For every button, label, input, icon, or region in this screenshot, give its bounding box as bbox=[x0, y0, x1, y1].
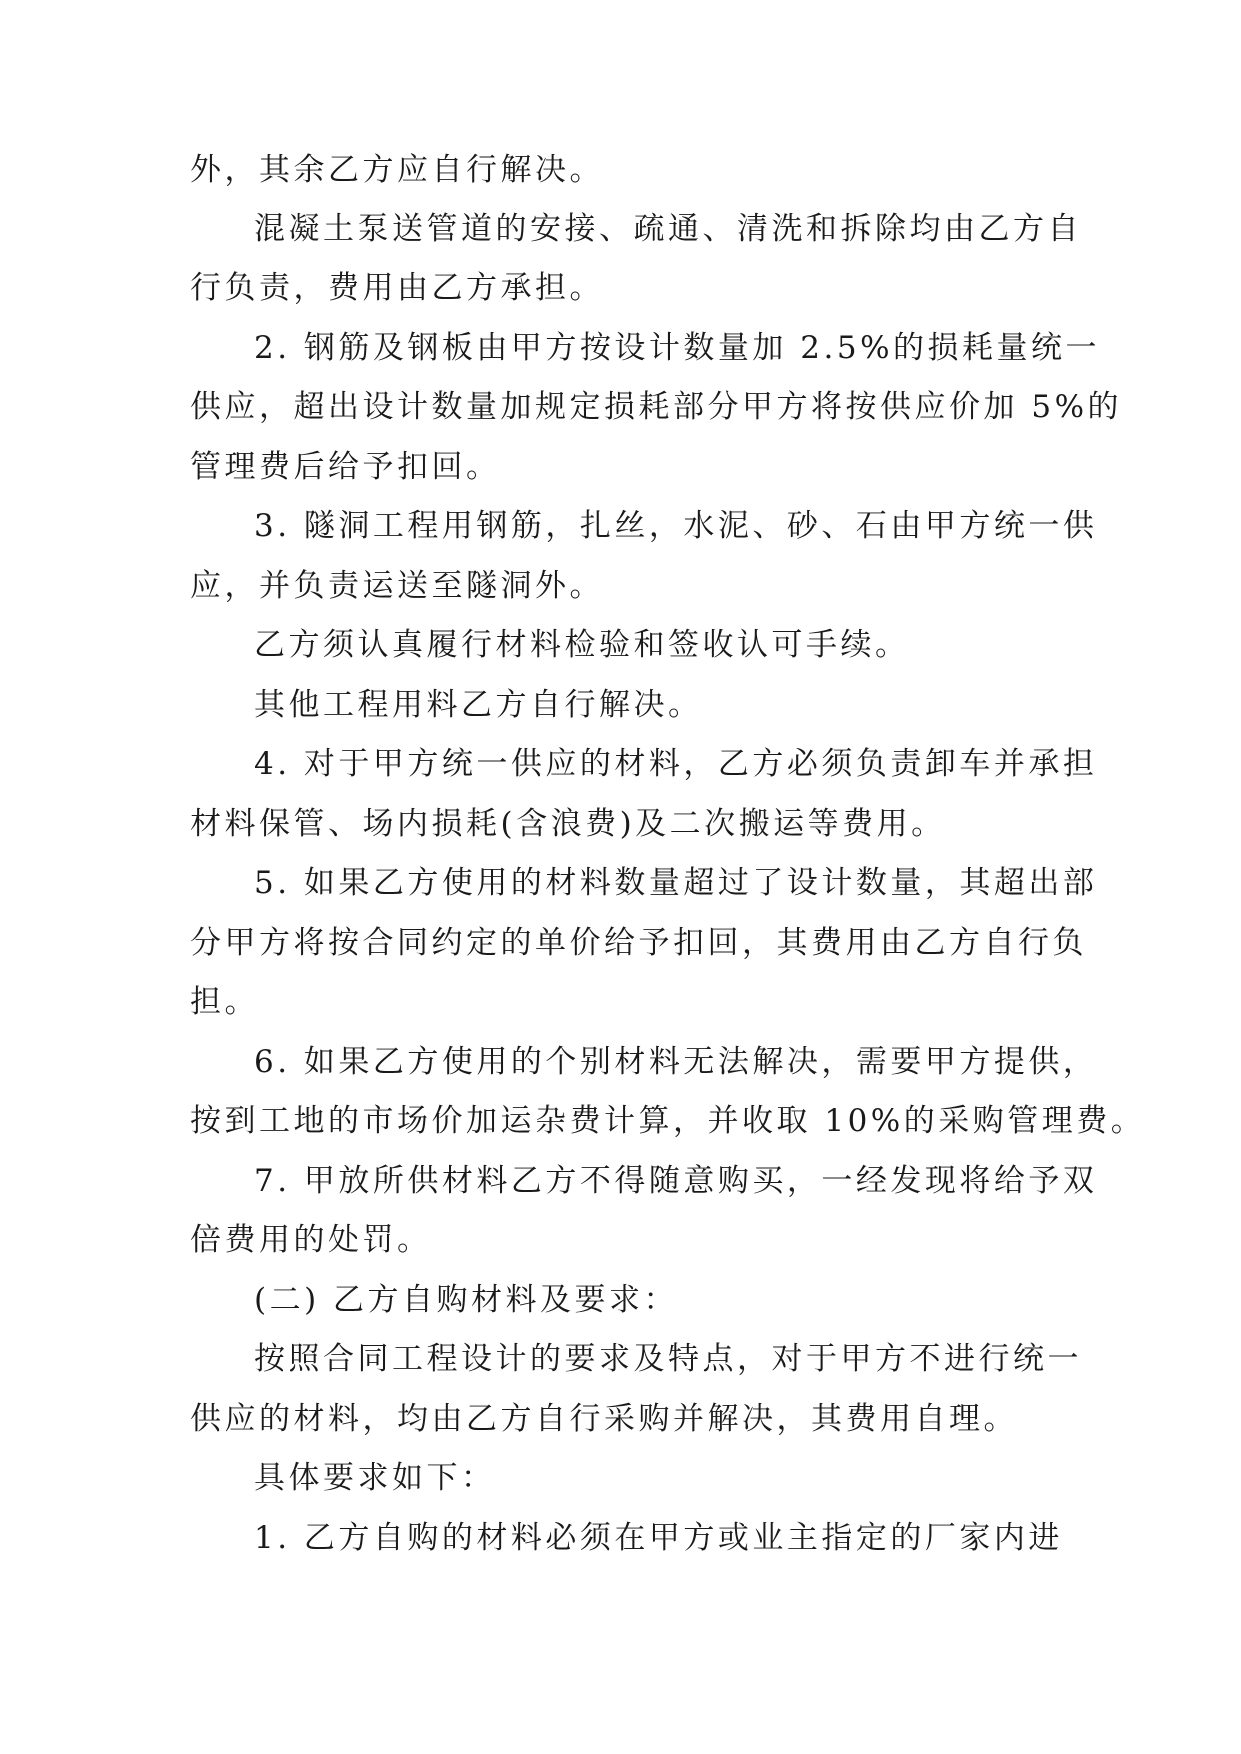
text-line: 材料保管、场内损耗(含浪费)及二次搬运等费用。 bbox=[190, 806, 946, 842]
text-line: 4. 对于甲方统一供应的材料，乙方必须负责卸车并承担 bbox=[254, 746, 1098, 782]
text-line: 管理费后给予扣回。 bbox=[190, 449, 501, 485]
text-line: 5. 如果乙方使用的材料数量超过了设计数量，其超出部 bbox=[254, 865, 1098, 901]
text-line: 6. 如果乙方使用的个别材料无法解决，需要甲方提供， bbox=[254, 1044, 1098, 1080]
text-line: 2. 钢筋及钢板由甲方按设计数量加 2.5%的损耗量统一 bbox=[254, 330, 1101, 366]
text-line: 应，并负责运送至隧洞外。 bbox=[190, 568, 604, 604]
text-line: 其他工程用料乙方自行解决。 bbox=[254, 687, 703, 723]
text-line: 外，其余乙方应自行解决。 bbox=[190, 152, 604, 188]
text-line: 乙方须认真履行材料检验和签收认可手续。 bbox=[254, 627, 910, 663]
text-line: 按照合同工程设计的要求及特点，对于甲方不进行统一 bbox=[254, 1341, 1082, 1377]
text-line: 具体要求如下： bbox=[254, 1460, 496, 1496]
text-line: 倍费用的处罚。 bbox=[190, 1222, 432, 1258]
text-line: 供应，超出设计数量加规定损耗部分甲方将按供应价加 5%的 bbox=[190, 389, 1123, 425]
text-line: 担。 bbox=[190, 984, 259, 1020]
text-line: 供应的材料，均由乙方自行采购并解决，其费用自理。 bbox=[190, 1401, 1018, 1437]
text-line: 3. 隧洞工程用钢筋，扎丝，水泥、砂、石由甲方统一供 bbox=[254, 508, 1098, 544]
text-line: 分甲方将按合同约定的单价给予扣回，其费用由乙方自行负 bbox=[190, 925, 1087, 961]
section-heading: (二) 乙方自购材料及要求： bbox=[254, 1282, 679, 1318]
text-line: 混凝土泵送管道的安接、疏通、清洗和拆除均由乙方自 bbox=[254, 211, 1082, 247]
text-line: 按到工地的市场价加运杂费计算，并收取 10%的采购管理费。 bbox=[190, 1103, 1146, 1139]
text-line: 1. 乙方自购的材料必须在甲方或业主指定的厂家内进 bbox=[254, 1520, 1063, 1556]
text-line: 7. 甲放所供材料乙方不得随意购买，一经发现将给予双 bbox=[254, 1163, 1098, 1199]
text-line: 行负责，费用由乙方承担。 bbox=[190, 270, 604, 306]
